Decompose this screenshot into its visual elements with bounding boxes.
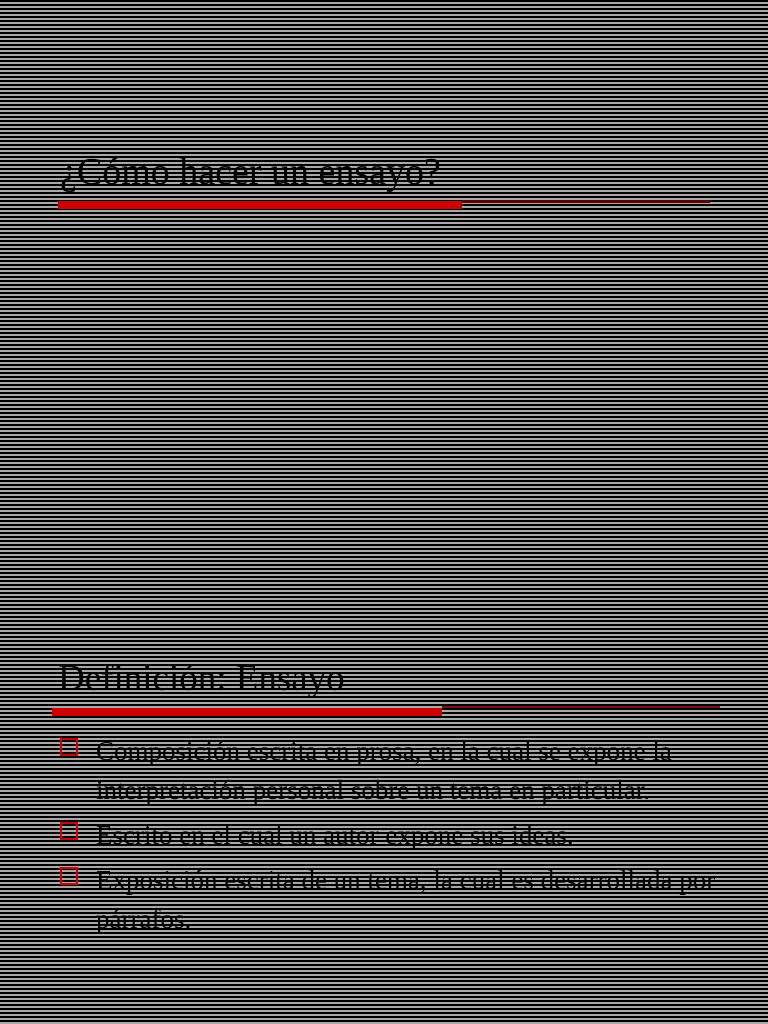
title-underline-thin — [462, 200, 710, 203]
bullet-text: Escrito en el cual un autor expone sus ideas. — [96, 820, 574, 850]
square-bullet-icon — [60, 867, 78, 885]
bullet-item — [58, 732, 718, 810]
slide-definition — [0, 512, 768, 1024]
square-bullet-icon — [60, 822, 78, 840]
bullet-text: Exposición escrita de un tema, la cual es desarrollada por párrafos. — [96, 865, 716, 934]
bullet-item — [58, 861, 718, 939]
slide-title-heading: ¿Cómo hacer un ensayo? — [60, 151, 441, 193]
bullet-item — [58, 816, 718, 855]
definition-heading: Definición: Ensayo — [58, 658, 345, 699]
bullet-text: Composición escrita en prosa, en la cual se expone la interpretación personal sobre un tema en particular. — [96, 736, 672, 805]
definition-underline-thick — [52, 708, 442, 716]
title-underline-thick — [58, 201, 462, 209]
square-bullet-icon — [60, 738, 78, 756]
definition-underline-thin — [442, 706, 720, 708]
definition-bullet-list — [58, 732, 718, 945]
